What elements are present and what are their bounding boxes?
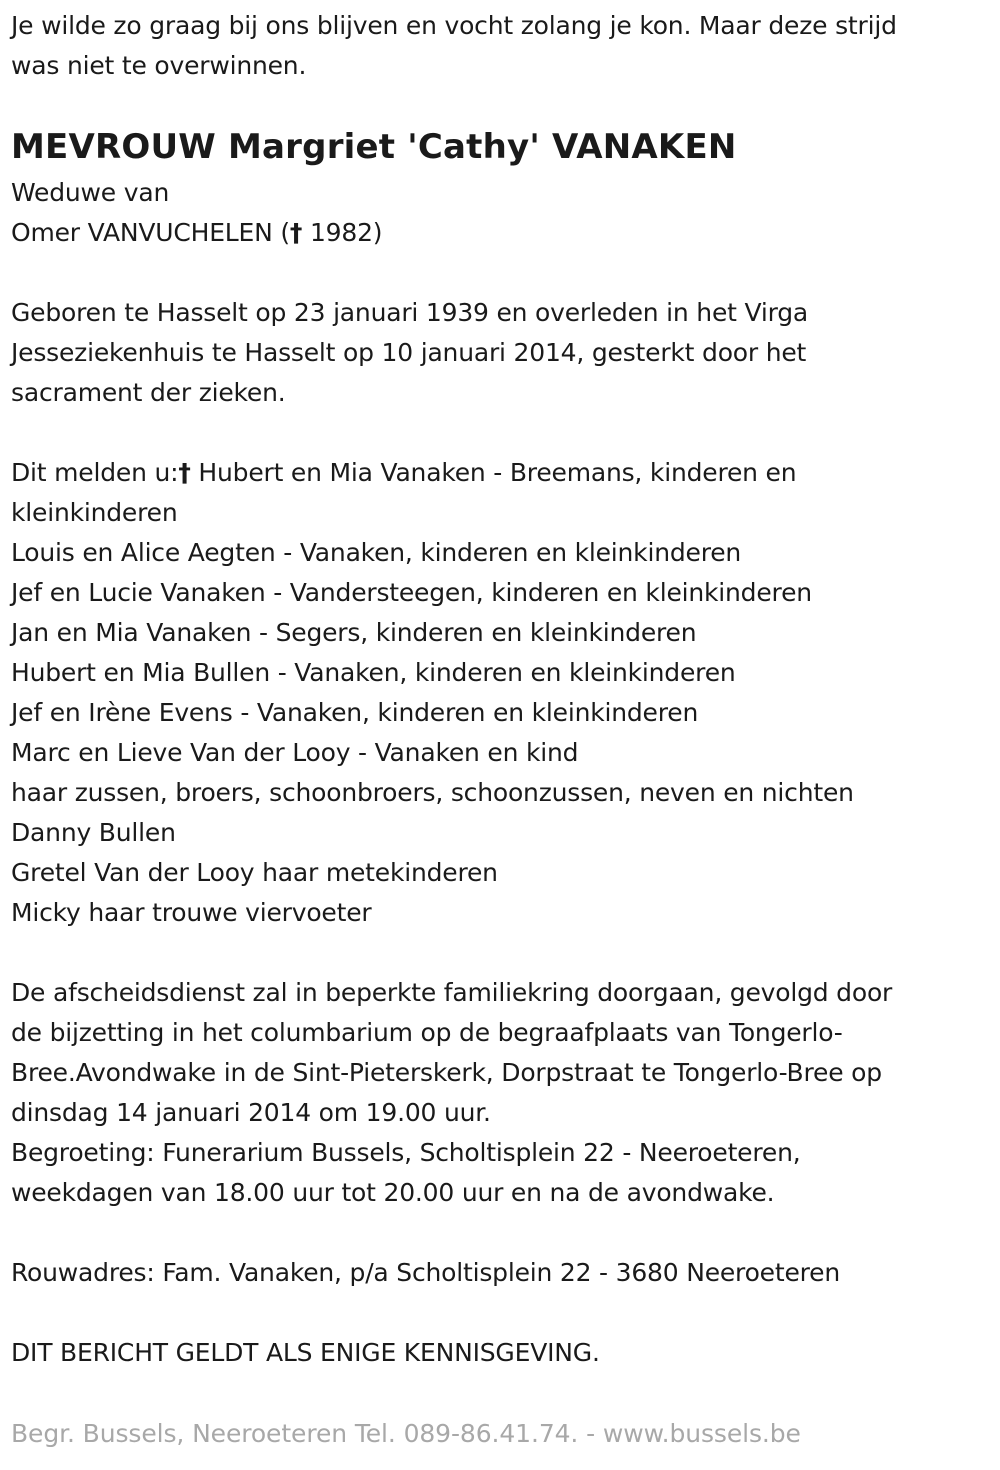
notice-statement: DIT BERICHT GELDT ALS ENIGE KENNISGEVING. (11, 1338, 600, 1367)
service-line-5: Begroeting: Funerarium Bussels, Scholtisplein 22 - Neeroeteren, (11, 1138, 801, 1167)
spouse-year: 1982) (302, 218, 383, 247)
spacer (11, 1213, 991, 1253)
spacer (11, 933, 991, 973)
spacer (11, 413, 991, 453)
announcer-line: Marc en Lieve Van der Looy - Vanaken en kind (11, 738, 579, 767)
spacer (11, 1293, 991, 1333)
announcer-line: Gretel Van der Looy haar metekinderen (11, 858, 498, 887)
deceased-name: MEVROUW Margriet 'Cathy' VANAKEN (11, 127, 737, 167)
service-line-1: De afscheidsdienst zal in beperkte familiekring doorgaan, gevolgd door (11, 978, 893, 1007)
birth-death-line-1: Geboren te Hasselt op 23 januari 1939 en overleden in het Virga (11, 298, 809, 327)
birth-death-line-3: sacrament der zieken. (11, 378, 286, 407)
intro-line-2: was niet te overwinnen. (11, 51, 307, 80)
announcer-line: Louis en Alice Aegten - Vanaken, kinderen en kleinkinderen (11, 538, 742, 567)
announcers-first-text: Hubert en Mia Vanaken - Breemans, kinderen en (190, 458, 797, 487)
birth-death-line-2: Jesseziekenhuis te Hasselt op 10 januari 2014, gesterkt door het (11, 338, 807, 367)
obituary-notice (11, 6, 991, 1373)
service-line-2: de bijzetting in het columbarium op de begraafplaats van Tongerlo- (11, 1018, 843, 1047)
announcer-line: Jan en Mia Vanaken - Segers, kinderen en kleinkinderen (11, 618, 697, 647)
spacer (11, 253, 991, 293)
spouse-line (11, 213, 991, 253)
announcer-line: Danny Bullen (11, 818, 176, 847)
cross-icon: † (289, 218, 303, 247)
announcer-line: Jef en Lucie Vanaken - Vandersteegen, kinderen en kleinkinderen (11, 578, 812, 607)
announcer-line: haar zussen, broers, schoonbroers, schoonzussen, neven en nichten (11, 778, 854, 807)
announcer-line: Hubert en Mia Bullen - Vanaken, kinderen en kleinkinderen (11, 658, 736, 687)
intro-line-1: Je wilde zo graag bij ons blijven en vocht zolang je kon. Maar deze strijd (11, 11, 897, 40)
mourning-address: Rouwadres: Fam. Vanaken, p/a Scholtisplein 22 - 3680 Neeroeteren (11, 1258, 840, 1287)
widow-label: Weduwe van (11, 178, 170, 207)
announcers-first-line-cont: kleinkinderen (11, 498, 178, 527)
announcer-line: Micky haar trouwe viervoeter (11, 898, 372, 927)
service-line-4: dinsdag 14 januari 2014 om 19.00 uur. (11, 1098, 491, 1127)
service-line-3: Bree.Avondwake in de Sint-Pieterskerk, Dorpstraat te Tongerlo-Bree op (11, 1058, 882, 1087)
cross-icon: † (178, 458, 191, 487)
spouse-name: Omer VANVUCHELEN ( (11, 218, 290, 247)
footer-credit: Begr. Bussels, Neeroeteren Tel. 089-86.41.74. - www.bussels.be (11, 1419, 801, 1448)
announcer-line: Jef en Irène Evens - Vanaken, kinderen en kleinkinderen (11, 698, 699, 727)
announcers-prefix: Dit melden u: (11, 458, 179, 487)
announcers-first-line (11, 453, 991, 493)
service-line-6: weekdagen van 18.00 uur tot 20.00 uur en na de avondwake. (11, 1178, 775, 1207)
